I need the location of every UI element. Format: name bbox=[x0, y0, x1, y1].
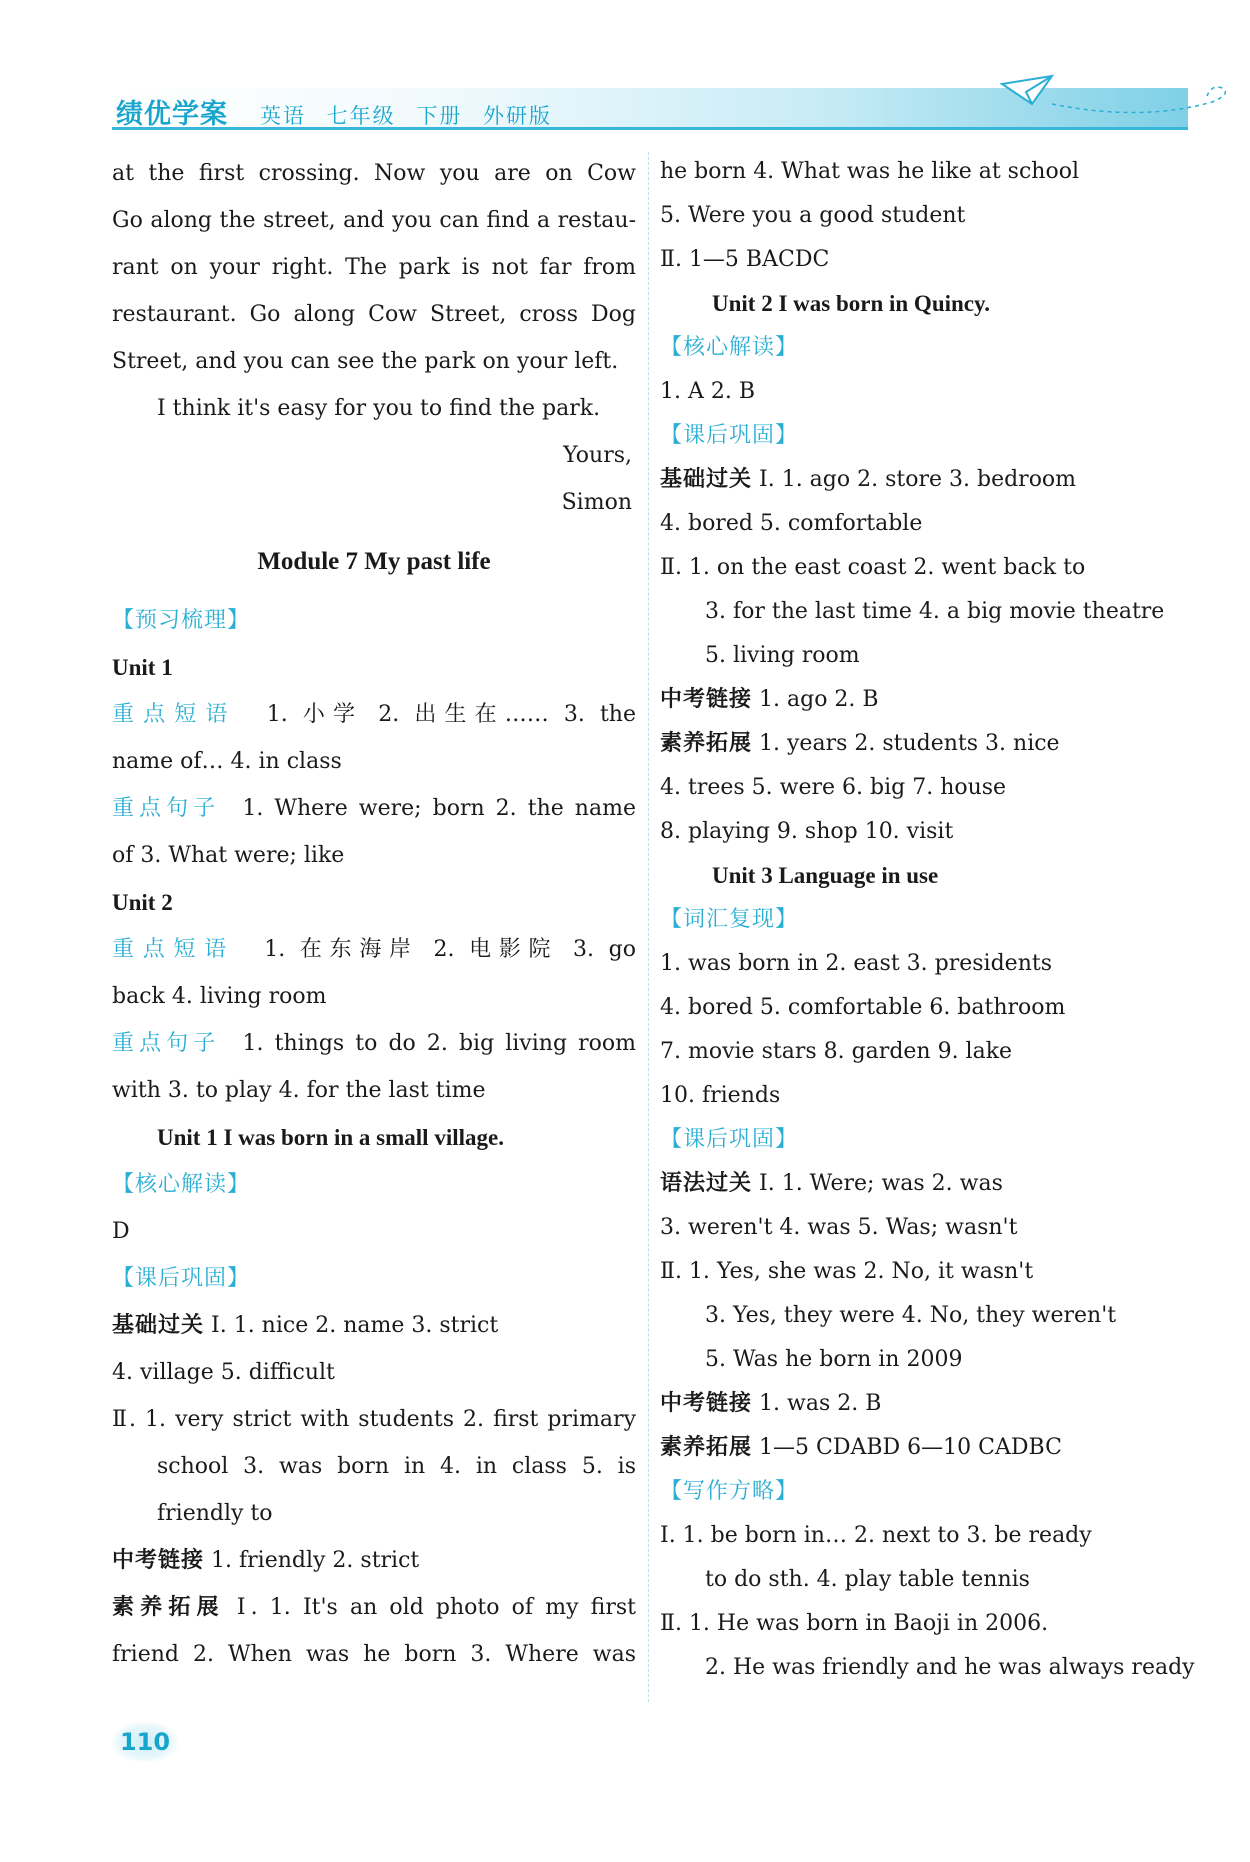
cont-line: 5. Were you a good student bbox=[660, 203, 966, 228]
sentences-label: 重点句子 bbox=[112, 1031, 221, 1056]
letter-line: at the first crossing. Now you are on Cow bbox=[112, 161, 636, 186]
basic-answers-ii: Ⅱ. 1. very strict with students 2. first primary bbox=[112, 1407, 636, 1432]
basic-answers-ii-end: 5. living room bbox=[705, 643, 860, 668]
unit1-title: Unit 1 I was born in a small village. bbox=[157, 1125, 504, 1150]
phrases-label: 重点短语 bbox=[112, 937, 235, 962]
review-answers: 10. friends bbox=[660, 1083, 781, 1108]
extension-answer-cont: 4. trees 5. were 6. big 7. house bbox=[660, 775, 1007, 800]
brand-title: 绩优学案 bbox=[116, 99, 228, 130]
writing-answers: Ⅰ. 1. be born in… 2. next to 3. be ready bbox=[660, 1523, 1092, 1548]
section-after-class: 【课后巩固】 bbox=[112, 1266, 251, 1291]
review-answers: 1. was born in 2. east 3. presidents bbox=[660, 951, 1052, 976]
paper-plane-icon bbox=[992, 74, 1250, 124]
exam-link-answer: 1. ago 2. B bbox=[759, 687, 879, 712]
core-answer: D bbox=[112, 1219, 130, 1244]
section-preview: 【预习梳理】 bbox=[112, 608, 251, 633]
column-divider bbox=[648, 152, 650, 1702]
extension-answer: 1—5 CDABD 6—10 CADBC bbox=[759, 1435, 1062, 1460]
basic-label: 基础过关 bbox=[112, 1313, 205, 1338]
right-column bbox=[660, 150, 1195, 1690]
letter-line: rant on your right. The park is not far from bbox=[112, 255, 636, 280]
cont-line: he born 4. What was he like at school bbox=[660, 159, 1079, 184]
grammar-answers-ii-end: 5. Was he born in 2009 bbox=[705, 1347, 963, 1372]
exam-link-label: 中考链接 bbox=[660, 1391, 753, 1416]
page-header bbox=[112, 88, 1188, 130]
basic-answers-ii-end: friendly to bbox=[157, 1501, 273, 1526]
unit3-title: Unit 3 Language in use bbox=[712, 863, 939, 888]
extension-label: 素养拓展 bbox=[660, 1435, 753, 1460]
grammar-answers-ii-cont: 3. Yes, they were 4. No, they weren't bbox=[705, 1303, 1117, 1328]
review-answers: 4. bored 5. comfortable 6. bathroom bbox=[660, 995, 1066, 1020]
section-core: 【核心解读】 bbox=[112, 1172, 251, 1197]
extension-answer-end: 8. playing 9. shop 10. visit bbox=[660, 819, 954, 844]
sentences-label: 重点句子 bbox=[112, 796, 221, 821]
grammar-answers-cont: 3. weren't 4. was 5. Was; wasn't bbox=[660, 1215, 1018, 1240]
exam-link-answer: 1. was 2. B bbox=[759, 1391, 882, 1416]
section-writing: 【写作方略】 bbox=[660, 1479, 799, 1504]
basic-answers-cont: 4. village 5. difficult bbox=[112, 1360, 335, 1385]
phrases-label: 重点短语 bbox=[112, 702, 237, 727]
u1-sentences-cont: of 3. What were; like bbox=[112, 843, 345, 868]
exam-link-label: 中考链接 bbox=[660, 687, 753, 712]
u2-phrases: 1. 在东海岸 2. 电影院 3. go bbox=[264, 937, 636, 962]
basic-answers: Ⅰ. 1. ago 2. store 3. bedroom bbox=[759, 467, 1077, 492]
section-vocab-review: 【词汇复现】 bbox=[660, 907, 799, 932]
review-answers: 7. movie stars 8. garden 9. lake bbox=[660, 1039, 1013, 1064]
u1-phrases-cont: name of… 4. in class bbox=[112, 749, 342, 774]
unit2-label: Unit 2 bbox=[112, 890, 173, 915]
extension-answer: Ⅰ. 1. It's an old photo of my first bbox=[236, 1595, 636, 1620]
basic-answers-ii: Ⅱ. 1. on the east coast 2. went back to bbox=[660, 555, 1086, 580]
u1-phrases: 1. 小学 2. 出生在…… 3. the bbox=[266, 702, 636, 727]
extension-answer: 1. years 2. students 3. nice bbox=[759, 731, 1060, 756]
section-after-class: 【课后巩固】 bbox=[660, 423, 799, 448]
letter-sign-name: Simon bbox=[561, 490, 632, 515]
section-after-class: 【课后巩固】 bbox=[660, 1127, 799, 1152]
u1-sentences: 1. Where were; born 2. the name bbox=[242, 796, 636, 821]
unit1-label: Unit 1 bbox=[112, 655, 173, 680]
extension-label: 素养拓展 bbox=[112, 1595, 225, 1620]
writing-answers-ii: Ⅱ. 1. He was born in Baoji in 2006. bbox=[660, 1611, 1049, 1636]
basic-answers: Ⅰ. 1. nice 2. name 3. strict bbox=[211, 1313, 499, 1338]
unit2-title: Unit 2 I was born in Quincy. bbox=[712, 291, 990, 316]
basic-answers-ii-cont: 3. for the last time 4. a big movie theatre bbox=[705, 599, 1165, 624]
u2-sentences: 1. things to do 2. big living room bbox=[242, 1031, 636, 1056]
writing-answers-ii-cont: 2. He was friendly and he was always ready bbox=[705, 1655, 1195, 1680]
grammar-answers: Ⅰ. 1. Were; was 2. was bbox=[759, 1171, 1003, 1196]
u2-sentences-cont: with 3. to play 4. for the last time bbox=[112, 1078, 486, 1103]
page-number: 110 bbox=[112, 1722, 178, 1762]
exam-link-label: 中考链接 bbox=[112, 1548, 205, 1573]
basic-label: 基础过关 bbox=[660, 467, 753, 492]
core-answer: 1. A 2. B bbox=[660, 379, 756, 404]
book-info: 英语 七年级 下册 外研版 bbox=[260, 104, 553, 128]
basic-answers-cont: 4. bored 5. comfortable bbox=[660, 511, 923, 536]
letter-sign-yours: Yours, bbox=[563, 443, 632, 468]
letter-line: Street, and you can see the park on your left. bbox=[112, 349, 619, 374]
u2-phrases-cont: back 4. living room bbox=[112, 984, 327, 1009]
grammar-answers-ii: Ⅱ. 1. Yes, she was 2. No, it wasn't bbox=[660, 1259, 1034, 1284]
extension-label: 素养拓展 bbox=[660, 731, 753, 756]
letter-line: restaurant. Go along Cow Street, cross Dog bbox=[112, 302, 636, 327]
extension-answer-cont: friend 2. When was he born 3. Where was bbox=[112, 1642, 636, 1667]
module-title: Module 7 My past life bbox=[257, 548, 491, 575]
left-column bbox=[112, 150, 636, 1678]
cont-line: Ⅱ. 1—5 BACDC bbox=[660, 247, 830, 272]
grammar-label: 语法过关 bbox=[660, 1171, 753, 1196]
writing-answers-cont: to do sth. 4. play table tennis bbox=[705, 1567, 1030, 1592]
section-core: 【核心解读】 bbox=[660, 335, 799, 360]
letter-close: I think it's easy for you to find the park. bbox=[157, 396, 601, 421]
letter-line: Go along the street, and you can find a restau- bbox=[112, 208, 636, 233]
exam-link-answer: 1. friendly 2. strict bbox=[211, 1548, 420, 1573]
basic-answers-ii-cont: school 3. was born in 4. in class 5. is bbox=[157, 1454, 636, 1479]
